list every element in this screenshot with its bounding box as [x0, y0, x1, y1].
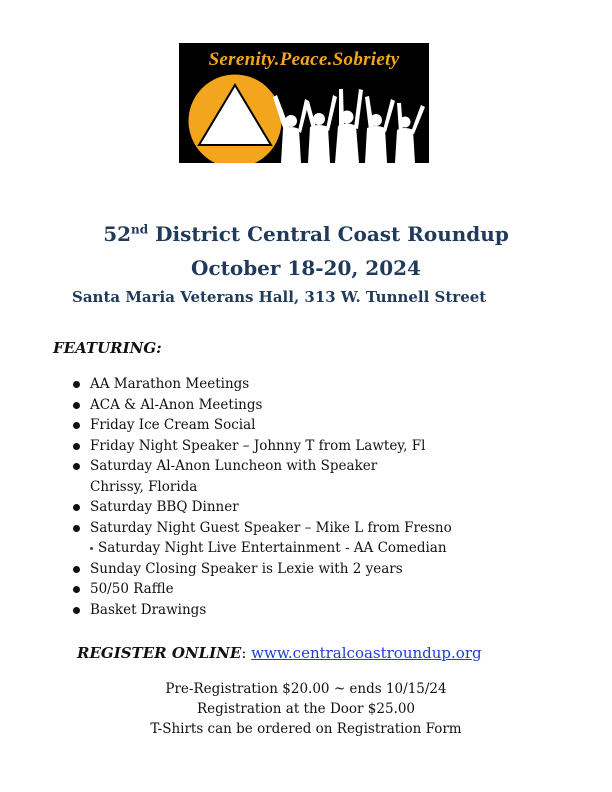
register-link[interactable]: www.centralcoastroundup.org: [251, 644, 482, 662]
list-item: [70, 600, 452, 621]
event-venue: Santa Maria Veterans Hall, 313 W. Tunnell Street: [72, 288, 487, 306]
list-item: [70, 436, 452, 457]
bullet-icon: [73, 402, 80, 409]
list-item: [70, 395, 452, 416]
bullet-icon: [73, 566, 80, 573]
feature-text-continuation: Chrissy, Florida: [90, 478, 198, 495]
feature-text: Basket Drawings: [90, 601, 207, 618]
bullet-icon: [73, 504, 80, 511]
small-bullet-icon: [90, 547, 93, 550]
title-ordinal-suffix: nd: [131, 222, 149, 237]
bullet-icon: [73, 443, 80, 450]
list-item: [70, 415, 452, 436]
bullet-icon: [73, 381, 80, 388]
bullet-icon: [73, 525, 80, 532]
list-item: [70, 518, 452, 539]
feature-text: Friday Night Speaker – Johnny T from Lawtey, Fl: [90, 437, 426, 454]
bullet-icon: [73, 463, 80, 470]
list-item: [70, 497, 452, 518]
feature-text: Saturday BBQ Dinner: [90, 499, 239, 515]
feature-text: Saturday Night Guest Speaker – Mike L from Fresno: [90, 519, 452, 536]
feature-text: 50/50 Raffle: [90, 581, 174, 597]
title-ordinal-number: 52: [103, 222, 132, 246]
event-title: [0, 222, 612, 246]
raised-hands-figures-icon: [273, 89, 425, 163]
feature-text: AA Marathon Meetings: [90, 376, 250, 392]
tshirt-note: T-Shirts can be ordered on Registration Form: [150, 721, 462, 737]
featuring-heading: FEATURING:: [53, 339, 162, 357]
feature-text: Saturday Al-Anon Luncheon with Speaker: [90, 458, 378, 474]
event-dates: October 18-20, 2024: [191, 256, 421, 280]
bullet-icon: [73, 607, 80, 614]
feature-text: Friday Ice Cream Social: [90, 417, 256, 433]
register-label: REGISTER ONLINE: [77, 644, 242, 662]
features-list: [70, 374, 452, 620]
event-logo: [179, 43, 429, 163]
title-rest: District Central Coast Roundup: [148, 222, 509, 246]
feature-text: ACA & Al-Anon Meetings: [90, 396, 263, 413]
list-item: [70, 579, 452, 600]
feature-text: Sunday Closing Speaker is Lexie with 2 years: [90, 560, 403, 577]
feature-text: Saturday Night Live Entertainment - AA Comedian: [98, 540, 447, 556]
list-item: [70, 559, 452, 580]
bullet-icon: [73, 586, 80, 593]
register-line: [77, 644, 482, 662]
list-item: [70, 374, 452, 395]
logo-text: Serenity.Peace.Sobriety: [208, 49, 400, 70]
pre-registration-price: Pre-Registration $20.00 ~ ends 10/15/24: [165, 681, 447, 697]
register-separator: :: [241, 644, 252, 662]
list-sub-item: [70, 538, 452, 559]
bullet-icon: [73, 422, 80, 429]
list-item: [70, 456, 452, 497]
door-registration-price: Registration at the Door $25.00: [196, 701, 416, 717]
